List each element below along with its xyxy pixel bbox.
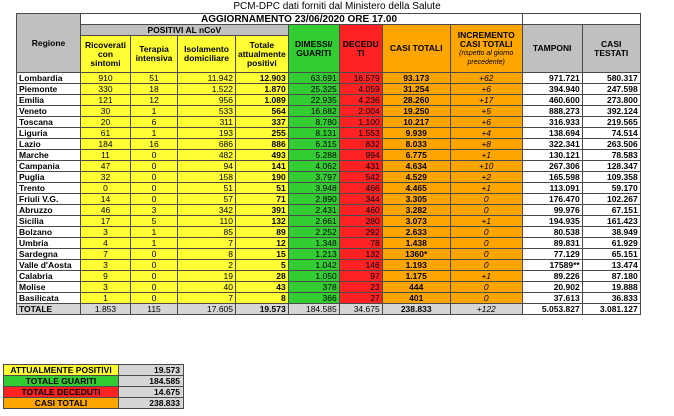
summary-box <box>3 364 184 409</box>
cell-tamponi: 322.341 <box>522 139 582 150</box>
table-row <box>17 84 641 95</box>
cell-casi: 2.633 <box>382 227 450 238</box>
cell-ricoverati: 9 <box>81 271 131 282</box>
cell-testati: 19.888 <box>582 282 640 293</box>
cell-incremento: +1 <box>450 271 522 282</box>
cell-dimessi: 16.682 <box>288 106 339 117</box>
cell-deceduti: 344 <box>339 194 382 205</box>
cell-deceduti: 832 <box>339 139 382 150</box>
cell-incremento: +8 <box>450 139 522 150</box>
cell-ricoverati: 121 <box>81 95 131 106</box>
cell-ricoverati: 11 <box>81 150 131 161</box>
cell-region: Umbria <box>17 238 81 249</box>
summary-label: ATTUALMENTE POSITIVI <box>4 365 119 376</box>
cell-terapia: 16 <box>131 139 178 150</box>
cell-isolamento: 17.605 <box>178 304 236 315</box>
cell-terapia: 115 <box>131 304 178 315</box>
summary-label: TOTALE DECEDUTI <box>4 387 119 398</box>
cell-dimessi: 8.131 <box>288 128 339 139</box>
table-row <box>17 95 641 106</box>
cell-ricoverati: 46 <box>81 205 131 216</box>
cell-totale: 391 <box>236 205 289 216</box>
cell-terapia: 3 <box>131 205 178 216</box>
cell-region: Piemonte <box>17 84 81 95</box>
cell-tamponi: 113.091 <box>522 183 582 194</box>
cell-tamponi: 17589** <box>522 260 582 271</box>
cell-terapia: 12 <box>131 95 178 106</box>
header-blank <box>522 14 640 25</box>
cell-ricoverati: 30 <box>81 106 131 117</box>
cell-region: Molise <box>17 282 81 293</box>
cell-terapia: 5 <box>131 216 178 227</box>
cell-region: Calabria <box>17 271 81 282</box>
cell-incremento: 0 <box>450 260 522 271</box>
cell-isolamento: 686 <box>178 139 236 150</box>
cell-isolamento: 193 <box>178 128 236 139</box>
cell-tamponi: 165.598 <box>522 172 582 183</box>
header-tamponi: TAMPONI <box>522 25 582 73</box>
cell-dimessi: 8.780 <box>288 117 339 128</box>
cell-isolamento: 1.522 <box>178 84 236 95</box>
update-banner: AGGIORNAMENTO 23/06/2020 ORE 17.00 <box>81 14 523 25</box>
table-row <box>17 293 641 304</box>
cell-totale: 43 <box>236 282 289 293</box>
cell-isolamento: 482 <box>178 150 236 161</box>
cell-casi: 3.073 <box>382 216 450 227</box>
cell-region: Emilia <box>17 95 81 106</box>
cell-isolamento: 533 <box>178 106 236 117</box>
cell-region: Lazio <box>17 139 81 150</box>
cell-dimessi: 1.050 <box>288 271 339 282</box>
cell-ricoverati: 330 <box>81 84 131 95</box>
cell-ricoverati: 1 <box>81 293 131 304</box>
cell-incremento: 0 <box>450 282 522 293</box>
cell-dimessi: 25.325 <box>288 84 339 95</box>
cell-deceduti: 1.553 <box>339 128 382 139</box>
cell-incremento: +10 <box>450 161 522 172</box>
cell-tamponi: 77.129 <box>522 249 582 260</box>
cell-isolamento: 57 <box>178 194 236 205</box>
cell-isolamento: 7 <box>178 238 236 249</box>
header-totale-positivi: Totale attualmente positivi <box>236 36 289 73</box>
cell-testati: 580.317 <box>582 73 640 84</box>
cell-isolamento: 342 <box>178 205 236 216</box>
cell-deceduti: 292 <box>339 227 382 238</box>
cell-totale: 19.573 <box>236 304 289 315</box>
cell-tamponi: 130.121 <box>522 150 582 161</box>
cell-dimessi: 5.288 <box>288 150 339 161</box>
header-incremento-note: (rispetto al giorno precedente) <box>459 49 514 66</box>
cell-totale: 12 <box>236 238 289 249</box>
cell-casi: 401 <box>382 293 450 304</box>
cell-ricoverati: 1.853 <box>81 304 131 315</box>
cell-terapia: 0 <box>131 271 178 282</box>
cell-deceduti: 16.579 <box>339 73 382 84</box>
cell-testati: 78.583 <box>582 150 640 161</box>
table-row <box>17 249 641 260</box>
cell-dimessi: 378 <box>288 282 339 293</box>
table-row <box>17 216 641 227</box>
cell-terapia: 0 <box>131 183 178 194</box>
cell-testati: 36.833 <box>582 293 640 304</box>
cell-terapia: 6 <box>131 117 178 128</box>
cell-dimessi: 184.585 <box>288 304 339 315</box>
header-positivi-group: POSITIVI AL nCoV <box>81 25 289 36</box>
cell-tamponi: 99.976 <box>522 205 582 216</box>
cell-dimessi: 4.062 <box>288 161 339 172</box>
cell-totale: 190 <box>236 172 289 183</box>
cell-deceduti: 280 <box>339 216 382 227</box>
cell-testati: 38.949 <box>582 227 640 238</box>
cell-tamponi: 316.933 <box>522 117 582 128</box>
cell-testati: 273.800 <box>582 95 640 106</box>
cell-ricoverati: 14 <box>81 194 131 205</box>
cell-deceduti: 2.004 <box>339 106 382 117</box>
cell-casi: 4.529 <box>382 172 450 183</box>
cell-dimessi: 1.348 <box>288 238 339 249</box>
cell-region: Valle d'Aosta <box>17 260 81 271</box>
cell-region: Friuli V.G. <box>17 194 81 205</box>
cell-ricoverati: 4 <box>81 238 131 249</box>
cell-totale: 28 <box>236 271 289 282</box>
cell-dimessi: 6.315 <box>288 139 339 150</box>
cell-tamponi: 394.940 <box>522 84 582 95</box>
table-row <box>17 271 641 282</box>
cell-terapia: 18 <box>131 84 178 95</box>
cell-region: Puglia <box>17 172 81 183</box>
cell-testati: 263.506 <box>582 139 640 150</box>
cell-testati: 392.124 <box>582 106 640 117</box>
cell-isolamento: 19 <box>178 271 236 282</box>
cell-deceduti: 27 <box>339 293 382 304</box>
cell-tamponi: 888.273 <box>522 106 582 117</box>
cell-dimessi: 3.948 <box>288 183 339 194</box>
cell-region: Lombardia <box>17 73 81 84</box>
summary-value: 184.585 <box>119 376 184 387</box>
cell-region: Campania <box>17 161 81 172</box>
table-row <box>17 205 641 216</box>
cell-tamponi: 89.831 <box>522 238 582 249</box>
header-dimessi: DIMESSI/ GUARITI <box>288 25 339 73</box>
cell-terapia: 0 <box>131 282 178 293</box>
cell-casi: 1.175 <box>382 271 450 282</box>
cell-terapia: 1 <box>131 238 178 249</box>
cell-dimessi: 3.797 <box>288 172 339 183</box>
cell-ricoverati: 0 <box>81 183 131 194</box>
cell-dimessi: 366 <box>288 293 339 304</box>
table-row <box>17 304 641 315</box>
cell-tamponi: 460.600 <box>522 95 582 106</box>
cell-dimessi: 2.252 <box>288 227 339 238</box>
cell-tamponi: 37.613 <box>522 293 582 304</box>
cell-terapia: 0 <box>131 150 178 161</box>
cell-region: Basilicata <box>17 293 81 304</box>
summary-body <box>4 365 184 409</box>
cell-deceduti: 466 <box>339 183 382 194</box>
cell-incremento: +2 <box>450 172 522 183</box>
cell-totale: 132 <box>236 216 289 227</box>
cell-dimessi: 2.431 <box>288 205 339 216</box>
cell-deceduti: 132 <box>339 249 382 260</box>
cell-ricoverati: 3 <box>81 282 131 293</box>
cell-testati: 67.151 <box>582 205 640 216</box>
cell-casi: 8.033 <box>382 139 450 150</box>
cell-totale: 886 <box>236 139 289 150</box>
header-incremento-label: INCREMENTO CASI TOTALI <box>457 29 515 49</box>
cell-deceduti: 4.059 <box>339 84 382 95</box>
cell-testati: 61.929 <box>582 238 640 249</box>
table-row <box>17 260 641 271</box>
cell-dimessi: 1.213 <box>288 249 339 260</box>
header-casi-testati: CASI TESTATI <box>582 25 640 73</box>
cell-incremento: 0 <box>450 227 522 238</box>
cell-totale: 255 <box>236 128 289 139</box>
cell-casi: 1.193 <box>382 260 450 271</box>
header-isolamento: Isolamento domiciliare <box>178 36 236 73</box>
cell-deceduti: 4.236 <box>339 95 382 106</box>
cell-tamponi: 5.053.827 <box>522 304 582 315</box>
cell-terapia: 0 <box>131 293 178 304</box>
cell-isolamento: 94 <box>178 161 236 172</box>
summary-label: CASI TOTALI <box>4 398 119 409</box>
cell-terapia: 0 <box>131 260 178 271</box>
cell-region: TOTALE <box>17 304 81 315</box>
header-terapia: Terapia intensiva <box>131 36 178 73</box>
cell-incremento: +5 <box>450 106 522 117</box>
cell-tamponi: 138.694 <box>522 128 582 139</box>
regional-bulletin-table <box>16 13 641 315</box>
table-row <box>17 227 641 238</box>
cell-totale: 8 <box>236 293 289 304</box>
cell-incremento: +1 <box>450 150 522 161</box>
cell-region: Trento <box>17 183 81 194</box>
cell-totale: 15 <box>236 249 289 260</box>
header-incremento <box>450 25 522 73</box>
cell-casi: 10.217 <box>382 117 450 128</box>
cell-deceduti: 34.675 <box>339 304 382 315</box>
cell-casi: 19.250 <box>382 106 450 117</box>
table-row <box>17 282 641 293</box>
table-row <box>17 150 641 161</box>
cell-ricoverati: 47 <box>81 161 131 172</box>
cell-tamponi: 176.470 <box>522 194 582 205</box>
cell-isolamento: 51 <box>178 183 236 194</box>
cell-terapia: 51 <box>131 73 178 84</box>
cell-isolamento: 158 <box>178 172 236 183</box>
cell-dimessi: 1.042 <box>288 260 339 271</box>
cell-totale: 51 <box>236 183 289 194</box>
cell-ricoverati: 3 <box>81 227 131 238</box>
cell-isolamento: 110 <box>178 216 236 227</box>
cell-dimessi: 63.691 <box>288 73 339 84</box>
table-row <box>17 238 641 249</box>
cell-ricoverati: 3 <box>81 260 131 271</box>
cell-incremento: +122 <box>450 304 522 315</box>
cell-region: Sardegna <box>17 249 81 260</box>
cell-dimessi: 2.890 <box>288 194 339 205</box>
header-ricoverati: Ricoverati con sintomi <box>81 36 131 73</box>
summary-value: 238.833 <box>119 398 184 409</box>
table-row <box>17 73 641 84</box>
cell-testati: 59.170 <box>582 183 640 194</box>
table-row <box>17 172 641 183</box>
cell-tamponi: 971.721 <box>522 73 582 84</box>
summary-row <box>4 365 184 376</box>
cell-deceduti: 542 <box>339 172 382 183</box>
cell-testati: 219.565 <box>582 117 640 128</box>
summary-row <box>4 398 184 409</box>
cell-region: Marche <box>17 150 81 161</box>
cell-region: Sicilia <box>17 216 81 227</box>
cell-incremento: 0 <box>450 205 522 216</box>
header-deceduti: DECEDU TI <box>339 25 382 73</box>
cell-testati: 109.358 <box>582 172 640 183</box>
cell-ricoverati: 20 <box>81 117 131 128</box>
cell-deceduti: 78 <box>339 238 382 249</box>
cell-casi: 444 <box>382 282 450 293</box>
cell-isolamento: 311 <box>178 117 236 128</box>
cell-totale: 141 <box>236 161 289 172</box>
cell-testati: 247.598 <box>582 84 640 95</box>
cell-region: Abruzzo <box>17 205 81 216</box>
cell-totale: 337 <box>236 117 289 128</box>
cell-deceduti: 431 <box>339 161 382 172</box>
cell-dimessi: 2.661 <box>288 216 339 227</box>
cell-ricoverati: 61 <box>81 128 131 139</box>
cell-testati: 161.423 <box>582 216 640 227</box>
cell-casi: 1.438 <box>382 238 450 249</box>
cell-terapia: 0 <box>131 249 178 260</box>
cell-totale: 564 <box>236 106 289 117</box>
cell-dimessi: 22.935 <box>288 95 339 106</box>
cell-isolamento: 2 <box>178 260 236 271</box>
cell-totale: 5 <box>236 260 289 271</box>
cell-totale: 89 <box>236 227 289 238</box>
table-row <box>17 183 641 194</box>
cell-incremento: +17 <box>450 95 522 106</box>
cell-isolamento: 11.942 <box>178 73 236 84</box>
cell-deceduti: 460 <box>339 205 382 216</box>
cell-incremento: +6 <box>450 117 522 128</box>
cell-deceduti: 97 <box>339 271 382 282</box>
cell-tamponi: 80.538 <box>522 227 582 238</box>
cell-tamponi: 267.306 <box>522 161 582 172</box>
cell-totale: 493 <box>236 150 289 161</box>
cell-terapia: 1 <box>131 106 178 117</box>
cell-testati: 65.151 <box>582 249 640 260</box>
table-row <box>17 194 641 205</box>
cell-totale: 12.903 <box>236 73 289 84</box>
cell-incremento: +6 <box>450 84 522 95</box>
cell-incremento: +1 <box>450 183 522 194</box>
summary-label: TOTALE GUARITI <box>4 376 119 387</box>
summary-row <box>4 376 184 387</box>
cell-testati: 74.514 <box>582 128 640 139</box>
cell-deceduti: 994 <box>339 150 382 161</box>
cell-isolamento: 40 <box>178 282 236 293</box>
cell-terapia: 0 <box>131 194 178 205</box>
cell-testati: 128.347 <box>582 161 640 172</box>
cell-incremento: +1 <box>450 216 522 227</box>
cell-testati: 3.081.127 <box>582 304 640 315</box>
cell-ricoverati: 17 <box>81 216 131 227</box>
table-row <box>17 139 641 150</box>
cell-tamponi: 20.902 <box>522 282 582 293</box>
cell-totale: 71 <box>236 194 289 205</box>
cell-casi: 3.282 <box>382 205 450 216</box>
cell-casi: 9.939 <box>382 128 450 139</box>
cell-tamponi: 194.935 <box>522 216 582 227</box>
cell-terapia: 0 <box>131 172 178 183</box>
cell-terapia: 0 <box>131 161 178 172</box>
cell-terapia: 1 <box>131 227 178 238</box>
table-row <box>17 128 641 139</box>
cell-casi: 4.634 <box>382 161 450 172</box>
source-caption: PCM-DPC dati forniti dal Ministero della Salute <box>233 1 441 12</box>
cell-incremento: 0 <box>450 238 522 249</box>
cell-casi: 28.260 <box>382 95 450 106</box>
cell-casi: 31.254 <box>382 84 450 95</box>
cell-totale: 1.870 <box>236 84 289 95</box>
cell-isolamento: 85 <box>178 227 236 238</box>
cell-isolamento: 7 <box>178 293 236 304</box>
header-casi-totali: CASI TOTALI <box>382 25 450 73</box>
cell-incremento: 0 <box>450 249 522 260</box>
cell-isolamento: 956 <box>178 95 236 106</box>
summary-row <box>4 387 184 398</box>
cell-region: Liguria <box>17 128 81 139</box>
cell-incremento: +4 <box>450 128 522 139</box>
cell-region: Toscana <box>17 117 81 128</box>
cell-ricoverati: 184 <box>81 139 131 150</box>
cell-casi: 93.173 <box>382 73 450 84</box>
table-body <box>17 73 641 315</box>
cell-casi: 238.833 <box>382 304 450 315</box>
header-regione: Regione <box>17 14 81 73</box>
cell-region: Veneto <box>17 106 81 117</box>
cell-ricoverati: 910 <box>81 73 131 84</box>
cell-casi: 6.775 <box>382 150 450 161</box>
cell-deceduti: 146 <box>339 260 382 271</box>
cell-terapia: 1 <box>131 128 178 139</box>
summary-value: 19.573 <box>119 365 184 376</box>
summary-value: 14.675 <box>119 387 184 398</box>
cell-incremento: 0 <box>450 194 522 205</box>
cell-testati: 13.474 <box>582 260 640 271</box>
cell-testati: 102.267 <box>582 194 640 205</box>
cell-ricoverati: 7 <box>81 249 131 260</box>
cell-deceduti: 1.100 <box>339 117 382 128</box>
cell-ricoverati: 32 <box>81 172 131 183</box>
cell-tamponi: 89.226 <box>522 271 582 282</box>
table-row <box>17 161 641 172</box>
cell-deceduti: 23 <box>339 282 382 293</box>
cell-casi: 3.305 <box>382 194 450 205</box>
cell-totale: 1.089 <box>236 95 289 106</box>
cell-incremento: 0 <box>450 293 522 304</box>
table-row <box>17 106 641 117</box>
cell-testati: 87.180 <box>582 271 640 282</box>
table-row <box>17 117 641 128</box>
cell-incremento: +62 <box>450 73 522 84</box>
cell-casi: 4.465 <box>382 183 450 194</box>
cell-region: Bolzano <box>17 227 81 238</box>
cell-casi: 1360* <box>382 249 450 260</box>
cell-isolamento: 8 <box>178 249 236 260</box>
